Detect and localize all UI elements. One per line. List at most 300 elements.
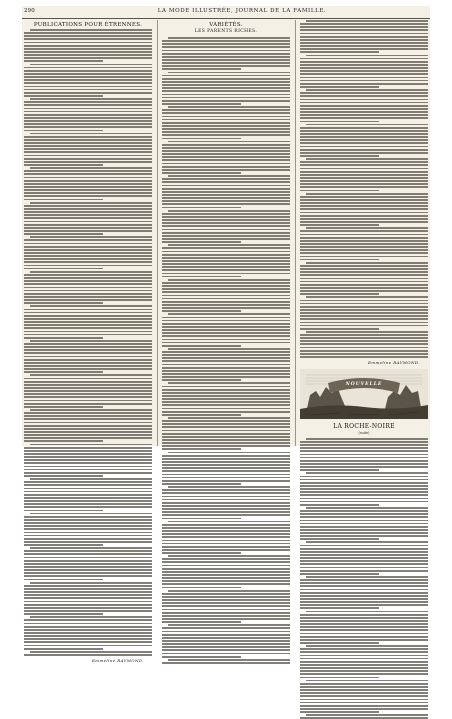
text-line [300, 287, 428, 289]
text-line [300, 510, 428, 512]
text-line [24, 356, 152, 358]
text-line [24, 462, 152, 464]
text-line [24, 283, 152, 285]
text-line [30, 374, 152, 376]
body-text [24, 29, 152, 656]
text-line [24, 261, 152, 263]
text-line [162, 40, 290, 42]
text-line [300, 180, 428, 182]
text-line [24, 312, 152, 314]
text-line [300, 26, 428, 28]
text-line [168, 244, 290, 246]
text-line [24, 45, 152, 47]
text-line [30, 547, 152, 549]
text-line [162, 618, 290, 620]
text-line [24, 459, 152, 461]
text-line [300, 243, 428, 245]
text-line [24, 173, 152, 175]
text-line [300, 526, 428, 528]
text-line [24, 318, 152, 320]
section-title-roche-noire: LA ROCHE-NOIRE [333, 422, 395, 430]
text-line [300, 356, 428, 358]
text-line [162, 185, 290, 187]
text-line [300, 64, 428, 66]
text-line [24, 553, 152, 555]
text-line [168, 37, 290, 39]
text-line [162, 301, 290, 303]
text-line [24, 384, 152, 386]
text-line [24, 610, 152, 612]
text-line [300, 463, 428, 465]
text-line [162, 116, 290, 118]
text-line [24, 535, 152, 537]
text-line [30, 236, 152, 238]
text-line [162, 442, 290, 444]
text-line [162, 203, 290, 205]
text-line [24, 648, 103, 650]
text-line [24, 290, 152, 292]
text-line [24, 224, 152, 226]
text-line [24, 550, 152, 552]
text-line [306, 227, 428, 229]
text-line [162, 596, 290, 598]
text-line [162, 467, 290, 469]
text-line [162, 379, 241, 381]
text-line [162, 364, 290, 366]
text-line [300, 340, 428, 342]
text-line [162, 571, 290, 573]
text-line [300, 70, 428, 72]
text-line [24, 302, 103, 304]
text-line [300, 183, 428, 185]
text-line [300, 121, 379, 123]
text-line [162, 609, 290, 611]
text-line [300, 190, 379, 192]
text-line [24, 246, 152, 248]
text-line [162, 612, 290, 614]
text-line [162, 502, 290, 504]
text-line [300, 130, 428, 132]
body-text [162, 37, 290, 664]
text-line [300, 240, 428, 242]
text-line [300, 601, 428, 603]
text-line [24, 249, 152, 251]
text-line [162, 257, 290, 259]
text-line [300, 554, 428, 556]
text-line [162, 646, 290, 648]
text-line [30, 616, 152, 618]
text-line [24, 629, 152, 631]
text-line [24, 393, 152, 395]
text-line [24, 475, 103, 477]
text-line [300, 45, 428, 47]
text-line [300, 683, 428, 685]
text-line [168, 175, 290, 177]
text-line [30, 202, 152, 204]
text-line [162, 621, 241, 623]
text-line [24, 38, 152, 40]
text-line [300, 623, 428, 625]
text-line [162, 112, 290, 114]
text-line [162, 568, 290, 570]
text-line [300, 164, 428, 166]
text-line [24, 381, 152, 383]
text-line [24, 186, 152, 188]
text-line [162, 461, 290, 463]
text-line [24, 183, 152, 185]
text-line [300, 614, 428, 616]
text-line [300, 61, 428, 63]
text-line [168, 417, 290, 419]
text-line [300, 523, 428, 525]
text-line [300, 42, 428, 44]
text-line [162, 367, 290, 369]
text-line [300, 58, 428, 60]
text-line [300, 563, 428, 565]
text-line [168, 141, 290, 143]
text-line [24, 544, 103, 546]
text-line [300, 598, 428, 600]
text-line [300, 498, 428, 500]
text-line [24, 447, 152, 449]
text-line [162, 50, 290, 52]
column-divider [157, 20, 158, 446]
text-line [24, 296, 152, 298]
section-subtitle: (suite) [358, 430, 370, 435]
text-line [162, 342, 290, 344]
body-text [300, 20, 428, 358]
text-line [300, 504, 379, 506]
text-line [300, 689, 428, 691]
text-line [24, 126, 152, 128]
text-line [162, 376, 290, 378]
text-line [162, 291, 290, 293]
text-line [24, 101, 152, 103]
text-line [162, 285, 290, 287]
text-line [24, 243, 152, 245]
text-line [162, 386, 290, 388]
text-line [162, 188, 290, 190]
text-line [24, 349, 152, 351]
text-line [300, 274, 428, 276]
text-line [162, 524, 290, 526]
text-line [24, 86, 152, 88]
text-line [168, 279, 290, 281]
text-line [300, 673, 428, 675]
text-line [306, 714, 428, 716]
text-line [162, 499, 290, 501]
text-line [162, 351, 290, 353]
text-line [24, 89, 152, 91]
text-line [300, 215, 428, 217]
text-line [162, 414, 241, 416]
text-line [30, 478, 152, 480]
text-line [24, 111, 152, 113]
text-line [300, 629, 428, 631]
text-line [162, 241, 241, 243]
text-line [162, 430, 290, 432]
text-line [24, 437, 152, 439]
text-line [24, 585, 152, 587]
text-line [162, 94, 290, 96]
text-line [300, 315, 428, 317]
text-line [24, 500, 152, 502]
text-line [24, 227, 152, 229]
text-line [24, 324, 152, 326]
text-line [24, 422, 152, 424]
text-line [24, 626, 152, 628]
text-line [24, 321, 152, 323]
text-line [300, 353, 428, 355]
text-line [162, 627, 290, 629]
text-line [300, 249, 428, 251]
text-line [162, 518, 241, 520]
text-line [300, 322, 428, 324]
text-line [24, 192, 152, 194]
text-line [300, 86, 379, 88]
text-line [162, 536, 290, 538]
text-line [24, 572, 152, 574]
text-line [168, 590, 290, 592]
text-line [300, 278, 428, 280]
text-line [162, 373, 290, 375]
text-line [162, 122, 290, 124]
text-line [162, 615, 290, 617]
text-line [162, 496, 290, 498]
text-line [300, 337, 428, 339]
text-line [24, 258, 152, 260]
text-line [162, 480, 290, 482]
text-line [24, 607, 152, 609]
text-line [24, 158, 152, 160]
text-line [162, 489, 290, 491]
text-line [162, 68, 241, 70]
text-line [300, 230, 428, 232]
text-line [24, 400, 152, 402]
text-line [30, 271, 152, 273]
text-line [162, 448, 241, 450]
text-line [300, 177, 428, 179]
text-line [162, 583, 290, 585]
text-line [24, 594, 152, 596]
page-number: 290 [24, 8, 35, 14]
text-line [24, 51, 152, 53]
text-line [300, 573, 379, 575]
text-line [24, 145, 152, 147]
page-header [22, 6, 430, 19]
text-line [162, 360, 290, 362]
text-line [300, 532, 428, 534]
text-line [162, 470, 290, 472]
text-line [300, 202, 428, 204]
text-line [162, 207, 241, 209]
section-title-publications: PUBLICATIONS POUR ÉTRENNES. [33, 22, 143, 28]
text-line [162, 433, 290, 435]
text-line [300, 306, 428, 308]
text-line [24, 252, 152, 254]
text-line [162, 574, 290, 576]
text-line [162, 643, 290, 645]
text-line [162, 153, 290, 155]
text-line [24, 519, 152, 521]
text-line [24, 287, 152, 289]
text-line [300, 284, 428, 286]
column-divider [295, 20, 296, 446]
text-line [24, 632, 152, 634]
text-line [300, 33, 428, 35]
text-line [306, 541, 428, 543]
text-line [306, 89, 428, 91]
text-line [24, 563, 152, 565]
text-line [30, 409, 152, 411]
text-line [300, 234, 428, 236]
text-line [24, 566, 152, 568]
text-line [162, 144, 290, 146]
text-line [162, 62, 290, 64]
signature: Emmeline RAYMOND. [367, 359, 420, 365]
text-line [300, 334, 428, 336]
text-line [300, 702, 428, 704]
text-line [24, 73, 152, 75]
text-line [24, 613, 103, 615]
text-line [24, 180, 152, 182]
text-line [30, 29, 152, 31]
text-line [162, 464, 290, 466]
text-line [168, 555, 290, 557]
text-line [168, 313, 290, 315]
text-line [300, 692, 428, 694]
text-line [24, 557, 152, 559]
text-line [24, 390, 152, 392]
text-line [306, 611, 428, 613]
text-line [24, 108, 152, 110]
newspaper-page [22, 6, 430, 663]
text-line [300, 117, 428, 119]
text-line [24, 635, 152, 637]
text-line [300, 48, 428, 50]
text-line [300, 651, 428, 653]
text-line [300, 705, 428, 707]
text-line [162, 181, 290, 183]
text-line [300, 51, 379, 53]
text-line [24, 494, 152, 496]
text-line [24, 488, 152, 490]
text-line [300, 171, 428, 173]
text-line [168, 521, 290, 523]
text-line [162, 166, 290, 168]
text-line [24, 195, 152, 197]
text-line [30, 167, 152, 169]
text-line [300, 513, 428, 515]
text-line [162, 354, 290, 356]
text-line [300, 290, 428, 292]
text-line [162, 530, 290, 532]
text-line [24, 378, 152, 380]
text-line [162, 56, 290, 58]
text-line [162, 251, 290, 253]
text-line [162, 222, 290, 224]
text-line [300, 350, 428, 352]
text-line [162, 335, 290, 337]
text-line [30, 305, 152, 307]
text-line [24, 334, 152, 336]
text-line [162, 492, 290, 494]
text-line [24, 591, 152, 593]
text-line [300, 343, 428, 345]
text-line [162, 169, 290, 171]
text-line [24, 352, 152, 354]
text-line [300, 111, 428, 113]
text-line [300, 501, 428, 503]
text-line [162, 269, 290, 271]
text-line [162, 310, 241, 312]
text-line [300, 589, 428, 591]
text-line [162, 332, 290, 334]
text-line [300, 208, 428, 210]
text-line [24, 525, 152, 527]
text-line [300, 309, 428, 311]
text-line [24, 516, 152, 518]
text-line [306, 55, 428, 57]
text-line [300, 667, 428, 669]
text-line [300, 476, 428, 478]
text-line [306, 262, 428, 264]
text-line [30, 98, 152, 100]
text-line [162, 483, 241, 485]
text-line [24, 641, 152, 643]
text-line [300, 460, 428, 462]
text-line [162, 276, 241, 278]
engraving-image [300, 369, 428, 419]
text-line [24, 541, 152, 543]
text-line [24, 136, 152, 138]
section-subtitle: LES PARENTS RICHES. [194, 29, 258, 34]
text-line [300, 491, 428, 493]
text-line [300, 595, 428, 597]
text-line [24, 597, 152, 599]
text-line [24, 208, 152, 210]
text-line [24, 412, 152, 414]
text-line [300, 237, 428, 239]
illustration-banner-text: NOUVELLE [345, 381, 383, 387]
text-line [162, 565, 290, 567]
text-line [300, 300, 428, 302]
text-line [24, 560, 152, 562]
text-line [162, 543, 290, 545]
text-line [162, 219, 290, 221]
text-line [300, 92, 428, 94]
text-line [162, 163, 290, 165]
text-line [300, 670, 428, 672]
text-line [162, 109, 290, 111]
text-line [162, 593, 290, 595]
text-line [306, 296, 428, 298]
text-line [24, 569, 152, 571]
text-line [162, 298, 290, 300]
text-line [24, 189, 152, 191]
text-line [162, 602, 290, 604]
text-line [24, 425, 152, 427]
text-line [306, 645, 428, 647]
text-line [162, 59, 290, 61]
text-line [162, 266, 290, 268]
text-line [300, 67, 428, 69]
text-line [162, 392, 290, 394]
text-line [24, 406, 103, 408]
text-line [24, 239, 152, 241]
text-line [300, 146, 428, 148]
running-head: LA MODE ILLUSTRÉE, JOURNAL DE LA FAMILLE. [157, 8, 327, 14]
